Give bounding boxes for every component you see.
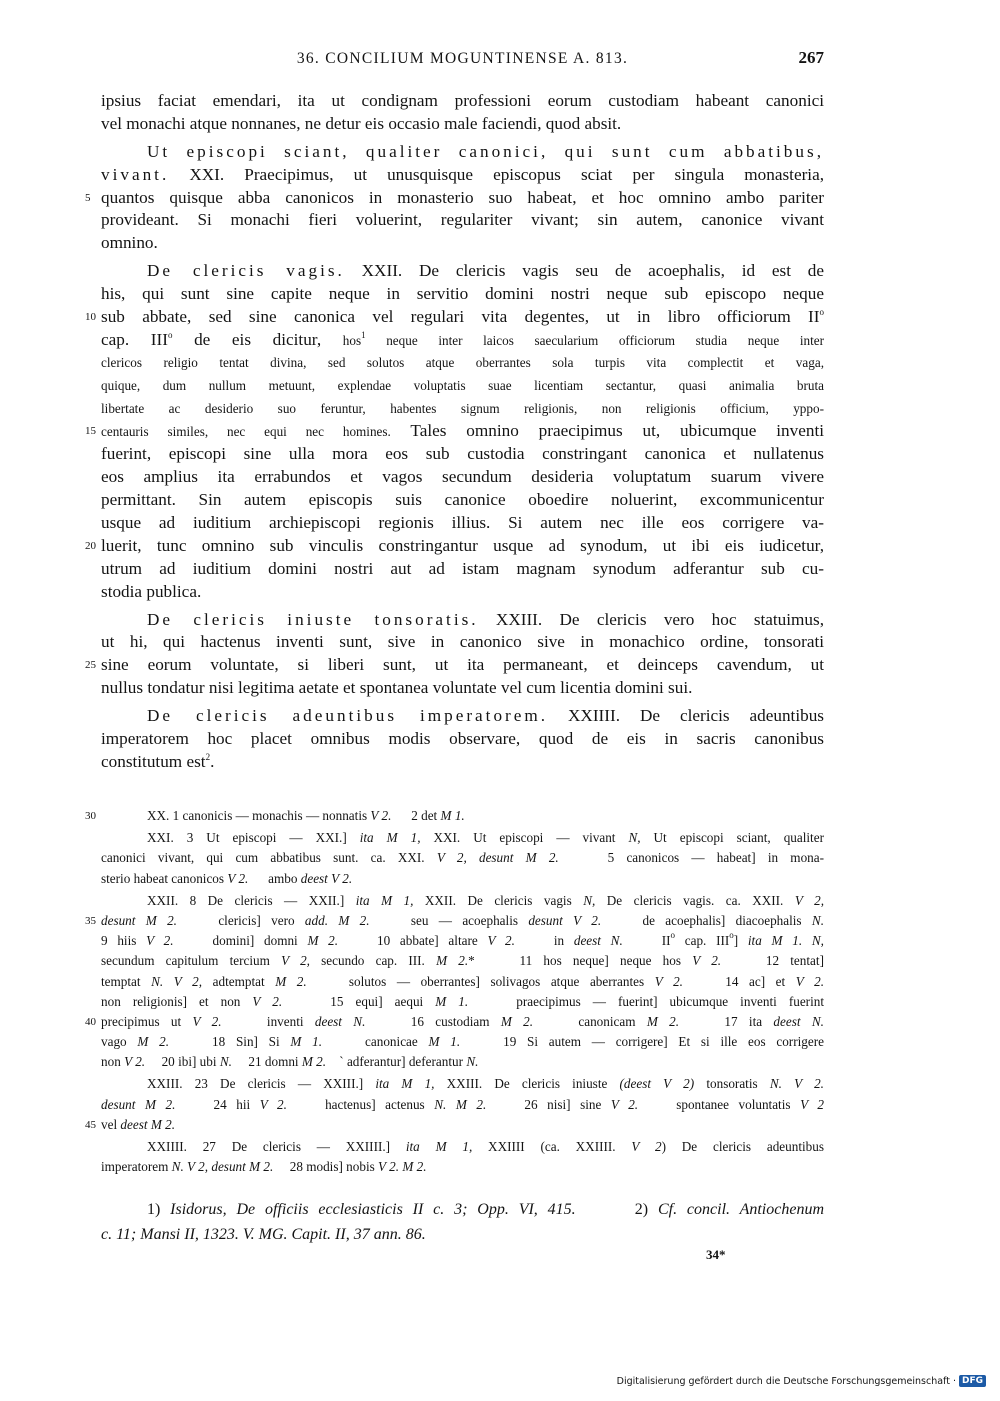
- text-line: imperatorem hoc placet omnibus modis observare, quod de eis in sacris canonibus: [101, 729, 824, 749]
- footnote-line: c. 11; Mansi II, 1323. V. MG. Capit. II, 37 ann. 86.: [101, 1226, 426, 1243]
- critical-apparatus: [85, 806, 825, 1177]
- text-line: De clericis vagis. XXII. De clericis vagis seu de acoephalis, id est de: [147, 261, 824, 281]
- line-number: 15: [85, 425, 96, 438]
- text-line: his, qui sunt sine capite neque in servitio domini nostri neque sub episcopo neque: [101, 284, 824, 304]
- text-line: constitutum est$^2$.: [101, 751, 215, 771]
- footnote-line: 1) Isidorus, De officiis ecclesiasticis II c. 3; Opp. VI, 415. 2) Cf. concil. Antiochenum: [147, 1201, 825, 1218]
- apparatus-line: 9 hiis V 2. domini] domni M 2. 10 abbate] altare V 2. in deest N. $II^o$ cap. III$^o$] ita M 1. N,: [101, 930, 824, 949]
- line-number: 5: [85, 191, 91, 204]
- line-number: 30: [85, 810, 96, 822]
- text-line: 25 sine eorum voluntate, si liberi sunt, ut ita permaneant, et deinceps cavendum, ut: [85, 655, 824, 675]
- text-line: De clericis adeuntibus imperatorem. XXIIII. De clericis adeuntibus: [147, 706, 824, 726]
- apparatus-line: canonici vivant, qui cum abbatibus sunt. ca. XXI. V 2, desunt M 2. 5 canonicos — habeat] in mona-: [101, 850, 824, 866]
- apparatus-line: 45 vel deest M 2.: [85, 1116, 175, 1132]
- apparatus-line: desunt M 2. 24 hii V 2. hactenus] actenus N. M 2. 26 nisi] sine V 2. spontanee voluntatis V 2: [101, 1096, 825, 1112]
- line-number: 25: [85, 659, 96, 672]
- apparatus-line: imperatorem N. V 2, desunt M 2. 28 modis] nobis V 2. M 2.: [101, 1159, 427, 1175]
- text-line: omnino.: [101, 233, 158, 253]
- text-line: clericos religio tentat divina, sed solutos atque oberrantes sola turpis vita complectit et vaga,: [101, 354, 824, 370]
- text-line: ut hi, qui hactenus inventi sunt, sive in canonico sive in monachico ordine, tonsorati: [101, 632, 824, 652]
- main-text: [85, 90, 825, 774]
- text-line: utrum ad iuditium domini nostri aut ad istam magnam synodum adferantur sub cu-: [101, 558, 824, 578]
- text-line: 15 centauris similes, nec equi nec homines. Tales omnino praecipimus ut, ubicumque inventi: [85, 421, 824, 441]
- apparatus-line: XXII. 8 De clericis — XXII.] ita M 1, XXII. De clericis vagis N, De clericis vagis. ca. XXII. V 2,: [147, 892, 824, 908]
- text-line: fuerint, episcopi sine ulla mora eos sub custodia constringant canonica et nullatenus: [101, 444, 824, 464]
- funding-credit: Digitalisierung gefördert durch die Deutsche Forschungsgemeinschaft · DFG: [617, 1375, 986, 1387]
- text-line: Ut episcopi sciant, qualiter canonici, qui sunt cum abbatibus,: [147, 141, 824, 161]
- text-line: vel monachi atque nonnanes, ne detur eis occasio male faciendi, quod absit.: [101, 113, 622, 133]
- apparatus-line: XXIII. 23 De clericis — XXIII.] ita M 1, XXIII. De clericis iniuste (deest V 2) tonsoratis N. V 2.: [147, 1076, 824, 1092]
- apparatus-line: XXI. 3 Ut episcopi — XXI.] ita M 1, XXI. Ut episcopi — vivant N, Ut episcopi sciant, qualiter: [147, 830, 824, 846]
- footnotes: [101, 1197, 824, 1247]
- text-line: libertate ac desiderio suo feruntur, habentes signum religionis, non religionis officium, yppo-: [101, 400, 824, 416]
- line-number: 20: [85, 539, 96, 552]
- apparatus-line: 40 precipimus ut V 2. inventi deest N. 16 custodiam M 2. canonicam M 2. 17 ita deest N.: [85, 1013, 824, 1029]
- apparatus-line: temptat N. V 2, adtemptat M 2. solutos — oberrantes] solivagos atque aberrantes V 2. 14 ac] et V 2.: [101, 973, 825, 989]
- text-line: provideant. Si monachi fieri voluerint, regulariter vivant; sin autem, canonice vivant: [101, 210, 824, 230]
- signature-mark: 34*: [706, 1247, 726, 1262]
- apparatus-line: secundum capitulum tercium V 2, secundo cap. III. M 2.* 11 hos neque] neque hos V 2. 12 tentat]: [101, 953, 824, 969]
- text-line: 20 luerit, tunc omnino sub vinculis constringantur usque ad synodum, ut ibi eis iudicetur,: [85, 535, 824, 555]
- text-line: usque ad iuditium archiepiscopi regionis illius. Si autem nec ille eos corrigere va-: [101, 513, 824, 533]
- text-line: stodia publica.: [101, 581, 202, 601]
- text-line: cap. III$^o$ de eis dicitur, hos$^1$ neque inter laicos saecularium officiorum studia neque inter: [101, 329, 825, 349]
- text-line: 5 quantos quisque abba canonicos in monasterio suo habeat, et hoc omnino ambo pariter: [85, 187, 824, 207]
- text-line: nullus tondatur nisi legitima aetate et spontanea voluntate vel cum licentia domini sui.: [101, 678, 693, 698]
- apparatus-line: non religionis] et non V 2. 15 equi] aequi M 1. praecipimus — fuerint] ubicumque inventi fuerint: [101, 993, 824, 1009]
- apparatus-line: 35 desunt M 2. clericis] vero add. M 2. seu — acoephalis desunt V 2. de acoephalis] diacoephalis N.: [85, 912, 824, 928]
- line-number: 45: [85, 1118, 96, 1131]
- apparatus-line: non V 2. 20 ibi] ubi N. 21 domni M 2. ` adferantur] deferantur N.: [101, 1054, 479, 1070]
- dfg-logo-icon: DFG: [959, 1375, 986, 1387]
- apparatus-line: sterio habeat canonicos V 2. ambo deest V 2.: [101, 870, 353, 886]
- line-number: 35: [85, 914, 96, 927]
- text-line: De clericis iniuste tonsoratis. XXIII. De clericis vero hoc statuimus,: [147, 609, 824, 629]
- running-header: [101, 50, 824, 74]
- text-line: vivant. XXI. Praecipimus, ut unusquisque episcopus sciat per singula monasteria,: [101, 164, 824, 184]
- running-title: 36. CONCILIUM MOGUNTINENSE A. 813.: [296, 50, 629, 67]
- apparatus-line: 30 XX. 1 canonicis — monachis — nonnatis V 2. 2 det M 1.: [85, 808, 465, 823]
- apparatus-line: XXIIII. 27 De clericis — XXIIII.] ita M 1, XXIIII (ca. XXIIII. V 2) De clericis adeuntibus: [147, 1139, 824, 1154]
- credit-text: Digitalisierung gefördert durch die Deutsche Forschungsgemeinschaft: [616, 1375, 950, 1387]
- text-line: eos amplius ita errabundos et vagos secundum desideria voluptatum suarum vivere: [101, 467, 824, 487]
- text-line: 10 sub abbate, sed sine canonica vel regulari vita degentes, ut in libro officiorum $II^o$: [85, 307, 824, 327]
- line-number: 40: [85, 1015, 96, 1028]
- apparatus-line: vago M 2. 18 Sin] Si M 1. canonicae M 1. 19 Si autem — corrigere] Et si ille eos corrigere: [101, 1034, 824, 1050]
- text-line: ipsius faciat emendari, ita ut condignam professioni eorum custodiam habeant canonici: [101, 91, 824, 110]
- text-line: permittant. Sin autem episcopis suis canonice oboedire noluerint, excommunicentur: [101, 490, 824, 510]
- line-number: 10: [85, 311, 96, 324]
- page-number: 267: [798, 48, 824, 67]
- text-line: quique, dum nullum metuunt, explendae voluptatis suae licentiam sectantur, quasi animalia bruta: [101, 377, 824, 393]
